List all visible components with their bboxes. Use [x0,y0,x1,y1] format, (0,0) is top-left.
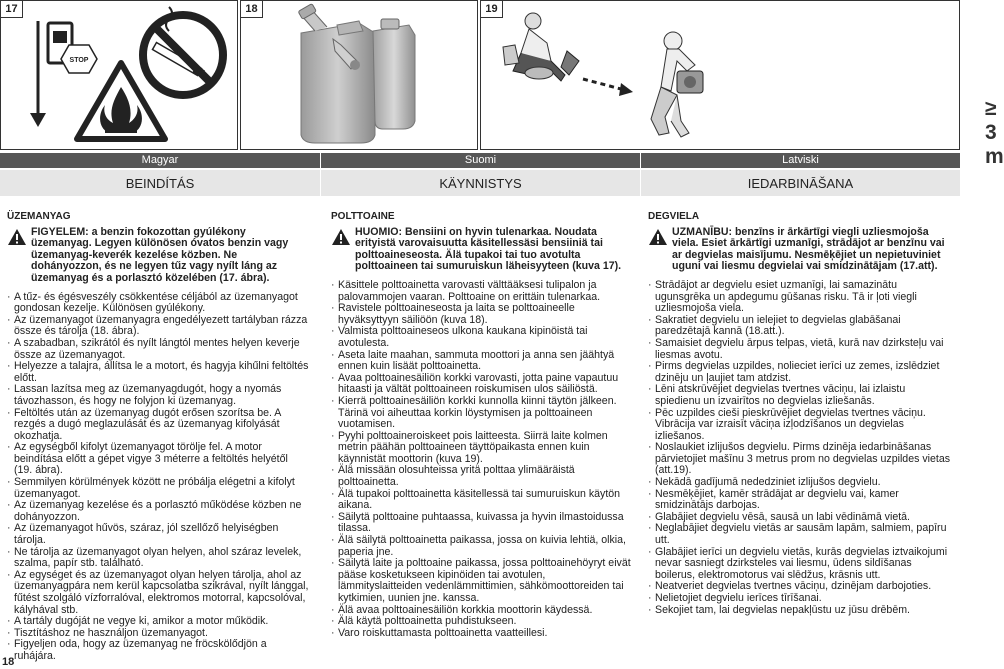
list-item: · Sekojiet tam, lai degvielas nepakļūstu uz jūsu drēbēm. [648,605,950,617]
list-item: · Valmista polttoaineseos ulkona kaukana kipinöistä tai avotulesta. [331,326,632,349]
instruction-list [331,280,632,639]
distance-value: 3 m [985,121,1004,168]
operator-distance-illustration [481,1,961,151]
warning-text: FIGYELEM: a benzin fokozottan gyúlékony üzemanyag. Legyen különösen óvatos benzin vagy üzemanyag-keverék kezelése közben. Ne dohányozzon, és ne legyen tűz vagy nyílt láng az üzemanyag és a porlasztó közelében (17. ábra). [31,225,289,284]
page-number: 18 [2,656,15,668]
list-item: · Feltöltés után az üzemanyag dugót erősen szorítsa be. A rezgés a dugó meglazulását és az üzemanyag kifolyását okozhatja. [7,408,309,443]
no-smoking-fire-illustration [1,1,239,151]
list-item: · Az üzemanyag kezelése és a porlasztó működése közben ne dohányozzon. [7,500,309,523]
distance-label [985,97,1004,169]
subsection-heading: ÜZEMANYAG [7,211,71,222]
warning-block [331,227,632,273]
list-item: · Varo roiskuttamasta polttoainetta vaatteillesi. [331,628,632,640]
list-item: · Az egységet és az üzemanyagot olyan helyen tárolja, ahol az üzemanyagpára nem kerül kapcsolatba szikrával, nyílt lánggal, fűtést szolgáló vízforralóval, elektromos motorral, kapcsolóval, kályhával stb. [7,570,309,616]
figure-18-fuel-canister [240,0,478,150]
figure-number: 18 [241,1,263,18]
language-bar-finnish: Suomi [321,153,640,168]
language-bar-latvian: Latviski [641,153,960,168]
list-item: · Glabājiet ierīci un degvielu vietās, kurās degvielas iztvaikojumi nevar sasniegt dzirksteles vai liesmu, ūdens sildīšanas boilerus, elektromotorus vai slēdžus, krāsnis utt. [648,547,950,582]
language-bar-hungarian: Magyar [0,153,320,168]
figure-number: 19 [481,1,503,18]
warning-triangle-icon [648,228,668,246]
list-item: · Az egységből kifolyt üzemanyagot törölje fel. A motor beindítása előtt a gépet vigye 3 méterre a feltöltés helyétől (19. ábra). [7,442,309,477]
warning-block [648,227,950,273]
warning-text: UZMANĪBU: benzīns ir ārkārtīgi viegli uzliesmojoša viela. Esiet ārkārtīgi uzmanīgi, strādājot ar benzīnu vai ar degvielas maisījumu. Nesmēķējiet un nepietuviniet uguni vai liesmu degvielai vai smidzinātājam (17.att). [672,225,945,273]
warning-block [7,227,309,285]
subsection-heading: DEGVIELA [648,211,700,222]
list-item: · Nelietojiet degvielu ierīces tīrīšanai. [648,593,950,605]
list-item: · Ne tárolja az üzemanyagot olyan helyen, ahol száraz levelek, szalma, papír stb. található. [7,547,309,570]
refuel-stop-icon [30,21,97,127]
list-item: · Älä tupakoi polttoainetta käsitellessä tai sumuruiskun käytön aikana. [331,489,632,512]
list-item: · Figyeljen oda, hogy az üzemanyag ne fröcskölődjön a ruhájára. [7,639,309,662]
list-item: · Säilytä polttoaine puhtaassa, kuivassa ja hyvin ilmastoidussa tilassa. [331,512,632,535]
list-item: · Pirms degvielas uzpildes, nolieciet ierīci uz zemes, izslēdziet dzinēju un ļaujiet tam atdzist. [648,361,950,384]
list-item: · Strādājot ar degvielu esiet uzmanīgi, lai samazinātu ugunsgrēka un apdegumu gūšanas risku. Tā ir ļoti viegli uzliesmojoša viela. [648,280,950,315]
starting-operator-figure [651,32,703,137]
warning-text: HUOMIO: Bensiini on hyvin tulenarkaa. Noudata erityistä varovaisuutta käsitellessäsi bensiiniä tai polttoaineseosta. Älä tupakoi tai tuo avotulta polttoaineen tai sumuruiskun läheisyyteen (kuva 17). [355,225,622,273]
list-item: · Az üzemanyagot hűvös, száraz, jól szellőző helyiségben tárolja. [7,523,309,546]
list-item: · Aseta laite maahan, sammuta moottori ja anna sen jäähtyä ennen kuin lisäät polttoainetta. [331,350,632,373]
list-item: · Säilytä laite ja polttoaine paikassa, jossa polttoainehöyryt eivät pääse kosketukseen kipinöiden tai avotulen, lämmityslaitteiden vedenlämmittimien, sähkömoottoreiden tai kytkimien, uunien jne. kanssa. [331,558,632,604]
section-title-latvian: IEDARBINĀŠANA [641,170,960,196]
list-item: · Käsittele polttoainetta varovasti välttääksesi tulipalon ja palovammojen vaaran. Polttoaine on erittäin tulenarkaa. [331,280,632,303]
list-item: · Lēni atskrūvējiet degvielas tvertnes vāciņu, lai izlaistu spiedienu un izvairītos no degvielas izliešanās. [648,384,950,407]
instruction-list [7,292,309,663]
list-item: · Kierrä polttoainesäiliön korkki kunnolla kiinni täytön jälkeen. Tärinä voi aiheuttaa korkin löystymisen ja polttoaineen vuotamisen. [331,396,632,431]
list-item: · Ravistele polttoaineseosta ja laita se polttoaineelle hyväksyttyyn säiliöön (kuva 18). [331,303,632,326]
list-item: · Neatveriet degvielas tvertnes vāciņu, dzinējam darbojoties. [648,581,950,593]
refueling-operator-figure [503,13,579,81]
figure-17-no-smoking [0,0,238,150]
list-item: · A szabadban, szikrától és nyílt lángtól mentes helyen keverje össze az üzemanyagot. [7,338,309,361]
list-item: · Tisztításhoz ne használjon üzemanyagot. [7,628,309,640]
list-item: · Pyyhi polttoaineroiskeet pois laitteesta. Siirrä laite kolmen metrin päähän polttoaineen täyttöpaikasta ennen kuin käynnistät moottorin (kuva 19). [331,431,632,466]
list-item: · Älä käytä polttoainetta puhdistukseen. [331,616,632,628]
list-item: · Neglabājiet degvielu vietās ar sausām lapām, salmiem, papīru utt. [648,523,950,546]
fuel-canister-illustration [241,1,479,151]
list-item: · Az üzemanyagot üzemanyagra engedélyezett tartályban rázza össze és tárolja (18. ábra). [7,315,309,338]
no-smoking-icon [143,7,223,95]
column-finnish [331,211,632,639]
list-item: · A tűz- és égésveszély csökkentése céljából az üzemanyagot gondosan kezelje. Különösen gyúlékony. [7,292,309,315]
list-item: · Älä säilytä polttoainetta paikassa, jossa on kuivia lehtiä, olkia, paperia jne. [331,535,632,558]
warning-triangle-icon [7,228,27,246]
instruction-list [648,280,950,616]
column-hungarian [7,211,309,663]
list-item: · Nesmēķējiet, kamēr strādājat ar degvielu vai, kamer smidzinātājs darbojas. [648,489,950,512]
list-item: · Nekādā gadījumā nededziniet izlijušos degvielu. [648,477,950,489]
list-item: · Pēc uzpildes cieši pieskrūvējiet degvielas tvertnes vāciņu. Vibrācija var izraisīt vāciņa izļodzīšanos un degvielas izliešanos. [648,408,950,443]
list-item: · Älä missään olosuhteissa yritä polttaa ylimääräistä polttoainetta. [331,465,632,488]
figure-number: 17 [1,1,23,18]
list-item: · Sakratiet degvielu un ielejiet to degvielas glabāšanai paredzētajā kannā (18.att.). [648,315,950,338]
list-item: · Helyezze a talajra, állítsa le a motort, és hagyja kihűlni feltöltés előtt. [7,361,309,384]
section-title-hungarian: BEINDÍTÁS [0,170,320,196]
subsection-heading: POLTTOAINE [331,211,395,222]
list-item: · Noslaukiet izlijušos degvielu. Pirms dzinēja iedarbināšanas pārvietojiet mašīnu 3 metrus prom no degvielas uzpildes vietas (att.19). [648,442,950,477]
list-item: · Samaisiet degvielu ārpus telpas, vietā, kurā nav dzirksteļu vai liesmas avotu. [648,338,950,361]
list-item: · Avaa polttoainesäiliön korkki varovasti, jotta paine vapautuu hitaasti ja vältät polttoaineen roiskumisen ulos säiliöstä. [331,373,632,396]
list-item: · Glabājiet degvielu vēsā, sausā un labi vēdināmā vietā. [648,512,950,524]
section-title-finnish: KÄYNNISTYS [321,170,640,196]
list-item: · Lassan lazítsa meg az üzemanyagdugót, hogy a nyomás távozhasson, és hogy ne folyjon ki üzemanyag. [7,384,309,407]
stop-label: STOP [69,57,89,64]
greater-equal-symbol: ≥ [985,97,997,120]
list-item: · Älä avaa polttoainesäiliön korkkia moottorin käydessä. [331,605,632,617]
warning-triangle-icon [331,228,351,246]
column-latvian [648,211,950,616]
list-item: · Semmilyen körülmények között ne próbálja elégetni a kifolyt üzemanyagot. [7,477,309,500]
list-item: · A tartály dugóját ne vegye ki, amikor a motor működik. [7,616,309,628]
